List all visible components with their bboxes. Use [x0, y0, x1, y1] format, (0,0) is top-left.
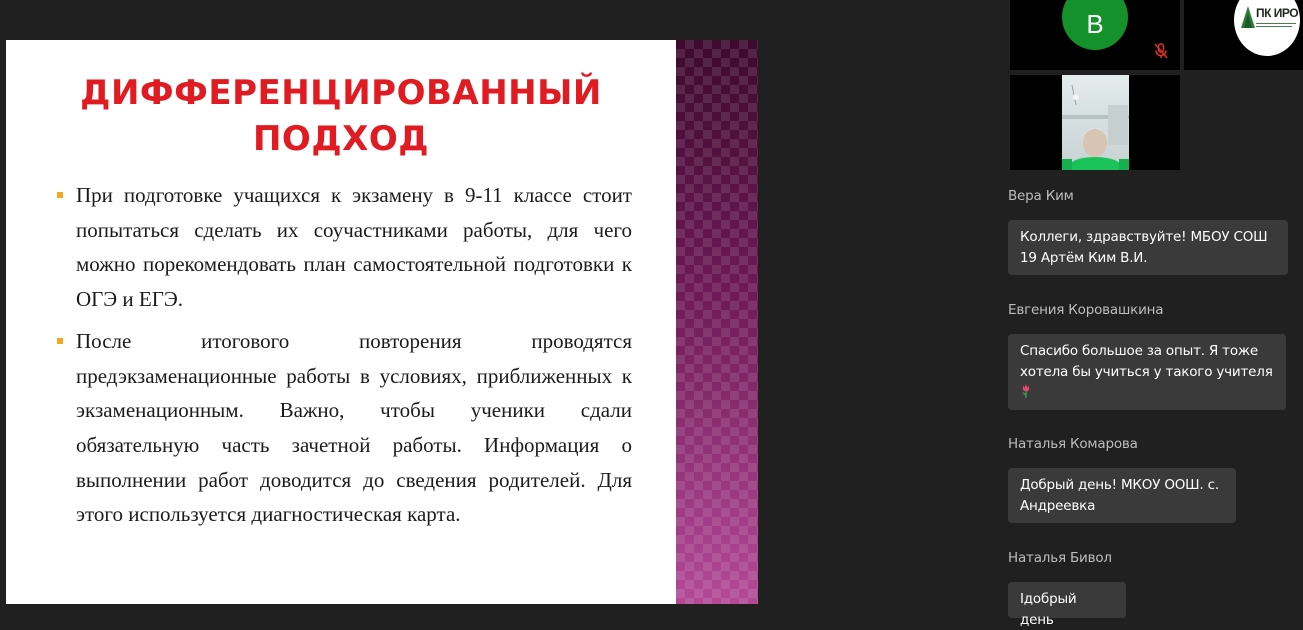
person-video-icon [1062, 75, 1129, 170]
chat-message-text: Коллеги, здравствуйте! МБОУ СОШ 19 Артём Ким В.И. [1020, 229, 1268, 266]
bullet-marker-icon [57, 192, 63, 198]
organization-logo [1234, 0, 1300, 56]
chat-message-text: Спасибо большое за опыт. Я тоже хотела бы учиться у такого учителя [1020, 343, 1273, 380]
tree-logo-icon [1240, 4, 1256, 30]
chat-sender-name: Евгения Коровашкина [1008, 302, 1164, 318]
participant-tile[interactable] [1010, 75, 1180, 170]
tulip-icon [1020, 383, 1032, 399]
slide-title: ДИФФЕРЕНЦИРОВАННЫЙ ПОДХОД [80, 73, 602, 159]
chat-message-bubble [1008, 334, 1286, 410]
logo-text: ПК ИРО [1256, 6, 1299, 20]
logo-fine-print [1256, 22, 1296, 28]
chat-message-text: Добрый день! МКОУ ООШ. с. Андреевка [1020, 477, 1219, 514]
chat-sender-name: Наталья Бивол [1008, 550, 1112, 566]
slide-bullet-text: После итогового повторения проводятся предэкзаменационные работы в условиях, приближенных к экзаменационным. Важно, чтобы ученики сдали обязательную часть зачетной работы. Информация о выполнении работ доводится до сведения родителей. Для этого используется диагностическая карта. [76, 328, 632, 527]
chat-sender-name: Наталья Комарова [1008, 436, 1138, 452]
slide-bullet-list [76, 178, 632, 539]
participant-tile[interactable] [1184, 0, 1303, 70]
mic-off-icon [1152, 42, 1170, 60]
slide-bullet-text: При подготовке учащихся к экзамену в 9-11 классе стоит попытаться сделать их соучастниками работы, для чего можно порекомендовать план самостоятельной подготовки к ОГЭ и ЕГЭ. [76, 183, 632, 312]
chat-message-bubble [1008, 468, 1236, 523]
slide-decorative-band [676, 40, 758, 604]
bullet-marker-icon [57, 338, 63, 344]
chat-message-bubble [1008, 220, 1288, 275]
participant-tile[interactable] [1010, 0, 1180, 70]
avatar: В [1062, 0, 1128, 50]
camera-feed [1062, 75, 1129, 170]
slide-bullet-item [76, 178, 632, 317]
chat-sender-name: Вера Ким [1008, 188, 1074, 204]
chat-message-text: Iдобрый день [1020, 591, 1077, 628]
slide-bullet-item [76, 324, 632, 532]
presentation-slide [6, 40, 758, 604]
chat-message-bubble [1008, 582, 1126, 628]
